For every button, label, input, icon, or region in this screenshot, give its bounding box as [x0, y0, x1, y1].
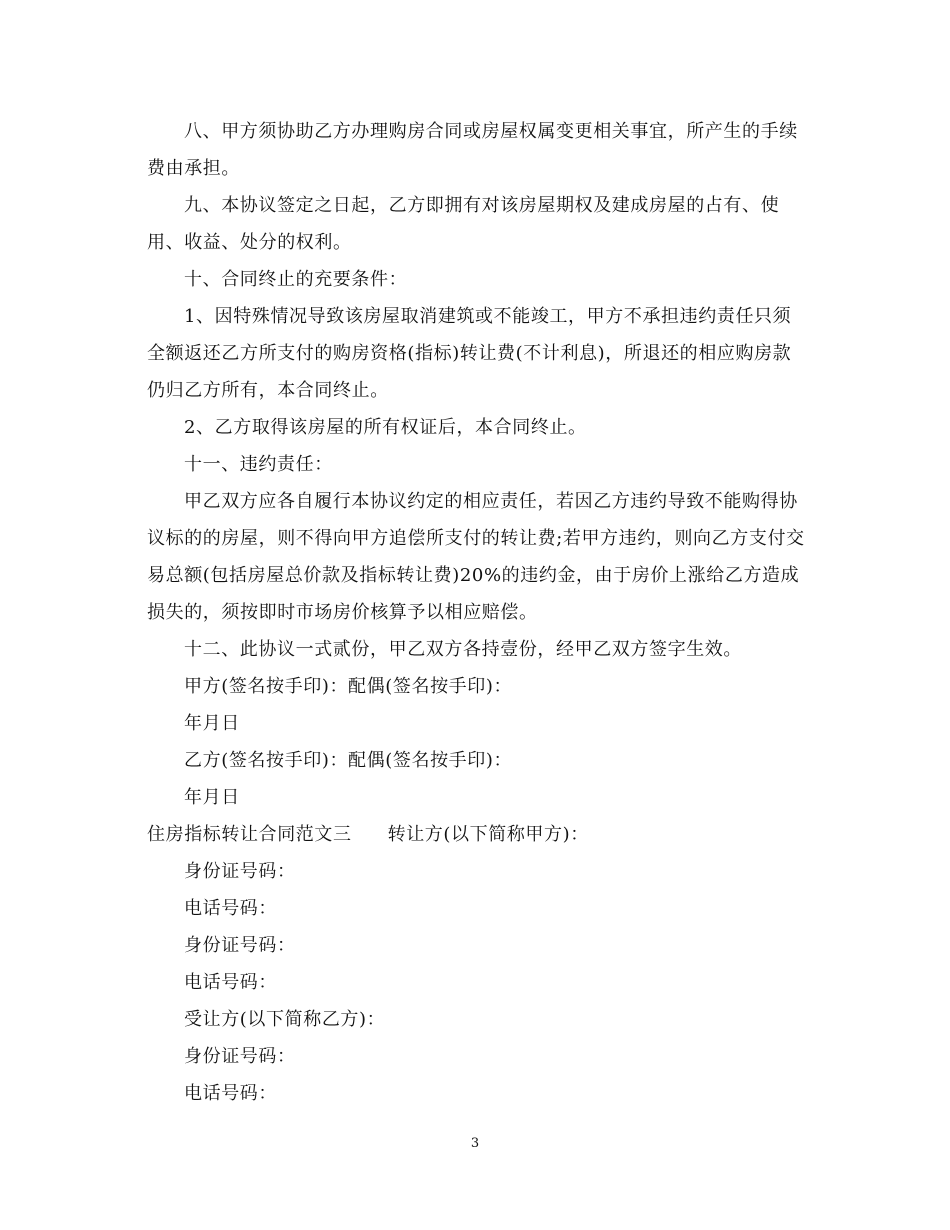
- field-transferee-label: 受让方(以下简称乙方)：: [184, 1009, 386, 1030]
- field-phone-2: 电话号码：: [184, 972, 277, 993]
- paragraph-clause-12: 十二、此协议一式贰份，甲乙双方各持壹份，经甲乙双方签字生效。: [184, 639, 742, 660]
- field-transferor-id-number: 身份证号码：: [184, 861, 296, 882]
- paragraph-clause-9: 九、本协议签定之日起，乙方即拥有对该房屋期权及建成房屋的占有、使用、收益、处分的权利。: [147, 195, 780, 253]
- field-transferee-phone: 电话号码：: [184, 1083, 277, 1104]
- field-transferor-phone: 电话号码：: [184, 898, 277, 919]
- field-id-number-2: 身份证号码：: [184, 935, 296, 956]
- signature-party-a: 甲方(签名按手印)：配偶(签名按手印)：: [184, 676, 513, 697]
- document-body: [147, 113, 807, 1112]
- signature-date-b: 年月日: [184, 787, 240, 808]
- field-transferee-id-number: 身份证号码：: [184, 1046, 296, 1067]
- page-number: 3: [470, 1136, 480, 1151]
- paragraph-clause-11-heading: 十一、违约责任：: [184, 454, 333, 475]
- section-title: 住房指标转让合同范文三: [147, 824, 352, 845]
- paragraph-termination-condition-2: 2、乙方取得该房屋的所有权证后，本合同终止。: [184, 417, 587, 438]
- signature-party-b: 乙方(签名按手印)：配偶(签名按手印)：: [184, 750, 513, 771]
- paragraph-clause-10-heading: 十、合同终止的充要条件：: [184, 269, 408, 290]
- paragraph-termination-condition-1: 1、因特殊情况导致该房屋取消建筑或不能竣工，甲方不承担违约责任只须全额返还乙方所支付的购房资格(指标)转让费(不计利息)，所退还的相应购房款仍归乙方所有，本合同终止。: [147, 306, 792, 401]
- transferor-label: 转让方(以下简称甲方)：: [387, 824, 589, 845]
- paragraph-clause-8: 八、甲方须协助乙方办理购房合同或房屋权属变更相关事宜，所产生的手续费由承担。: [147, 121, 798, 179]
- section-heading-line: [147, 816, 807, 853]
- signature-date-a: 年月日: [184, 713, 240, 734]
- paragraph-breach-liability: 甲乙双方应各自履行本协议约定的相应责任，若因乙方违约导致不能购得协议标的的房屋，则不得向甲方追偿所支付的转让费;若甲方违约，则向乙方支付交易总额(包括房屋总价款及指标转让费)20%的违约金，由于房价上涨给乙方造成损失的，须按即时市场房价核算予以相应赔偿。: [147, 491, 805, 623]
